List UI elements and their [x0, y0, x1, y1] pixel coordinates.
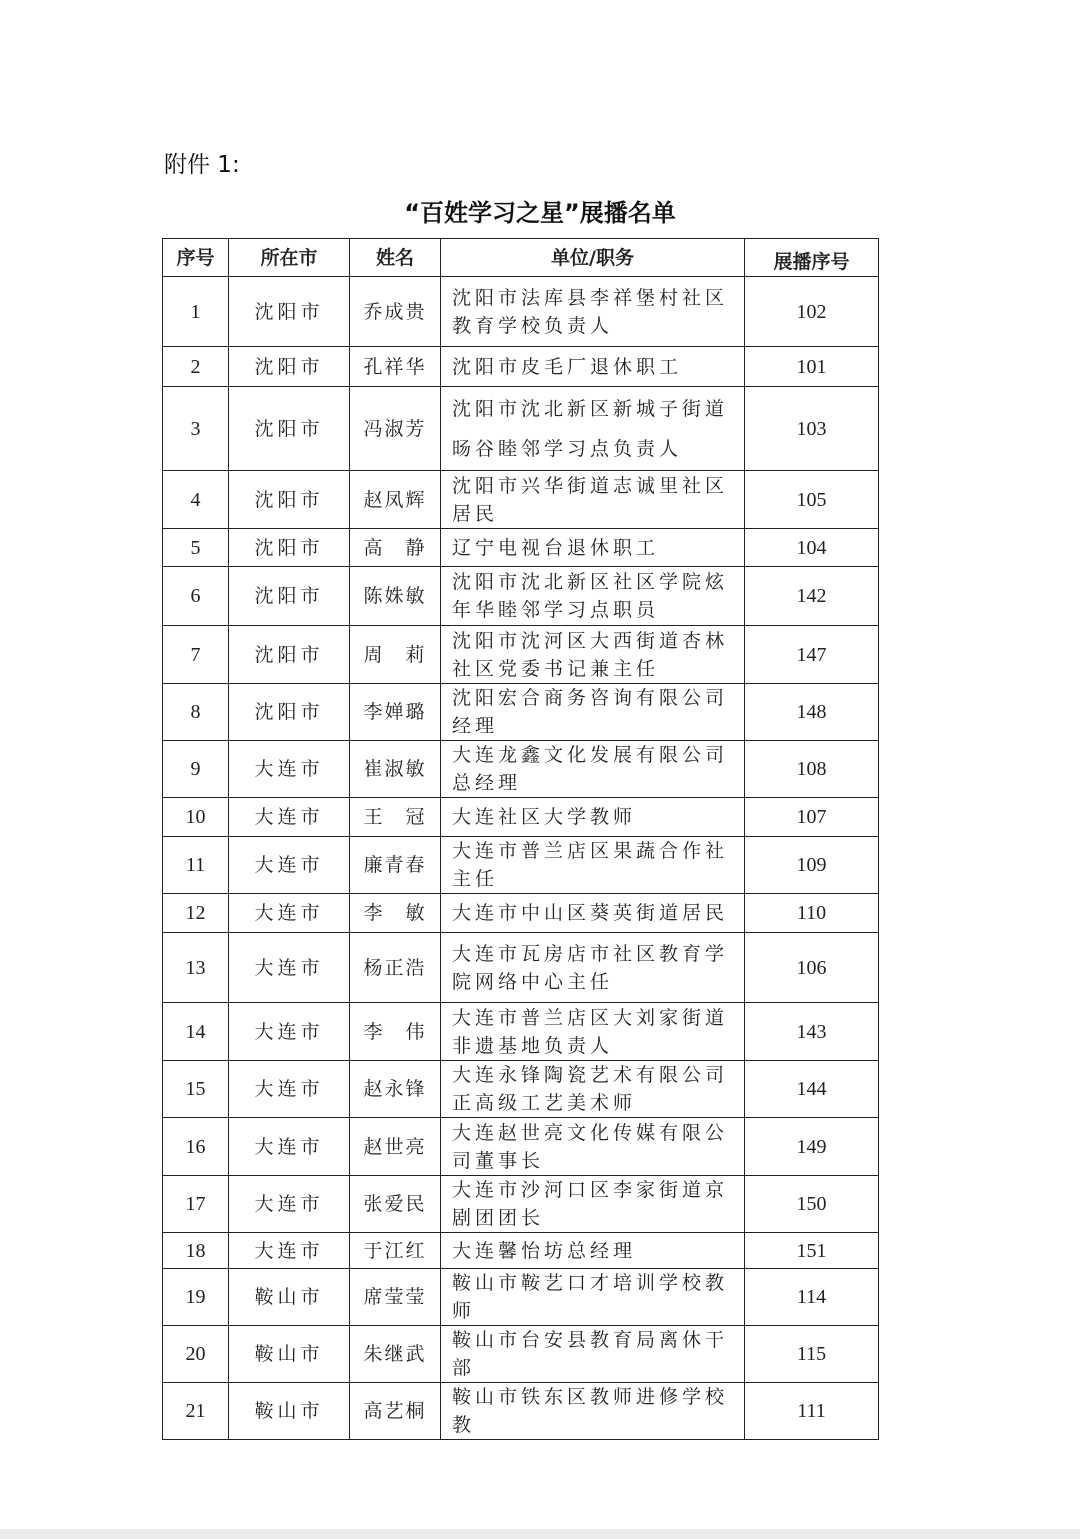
roster-table [162, 238, 879, 1440]
row-unit-position: 沈阳市沈北新区新城子街道旸谷睦邻学习点负责人 [441, 387, 745, 471]
row-broadcast-no: 105 [745, 471, 879, 529]
row-city: 沈阳市 [229, 387, 350, 471]
row-broadcast-no: 149 [745, 1118, 879, 1176]
table-row [163, 684, 879, 741]
row-name: 李 伟 [350, 1003, 441, 1061]
table-row [163, 1233, 879, 1269]
row-unit-position: 大连永锋陶瓷艺术有限公司正高级工艺美术师 [441, 1061, 745, 1118]
row-serial-no: 19 [163, 1269, 229, 1326]
row-name: 朱继武 [350, 1326, 441, 1383]
row-unit-position: 大连市中山区葵英街道居民 [441, 894, 745, 933]
row-unit-position: 大连市瓦房店市社区教育学院网络中心主任 [441, 933, 745, 1003]
row-broadcast-no: 104 [745, 529, 879, 567]
row-unit-position: 大连市普兰店区果蔬合作社主任 [441, 837, 745, 894]
row-name: 李 敏 [350, 894, 441, 933]
row-serial-no: 15 [163, 1061, 229, 1118]
row-broadcast-no: 115 [745, 1326, 879, 1383]
row-city: 大连市 [229, 1176, 350, 1233]
row-city: 沈阳市 [229, 471, 350, 529]
row-broadcast-no: 148 [745, 684, 879, 741]
row-broadcast-no: 144 [745, 1061, 879, 1118]
row-broadcast-no: 109 [745, 837, 879, 894]
table-row [163, 1118, 879, 1176]
row-serial-no: 2 [163, 347, 229, 387]
row-serial-no: 11 [163, 837, 229, 894]
row-unit-position: 鞍山市台安县教育局离休干部 [441, 1326, 745, 1383]
row-broadcast-no: 151 [745, 1233, 879, 1269]
row-broadcast-no: 143 [745, 1003, 879, 1061]
row-unit-position: 大连赵世亮文化传媒有限公司董事长 [441, 1118, 745, 1176]
row-name: 陈姝敏 [350, 567, 441, 626]
table-row [163, 277, 879, 347]
row-city: 大连市 [229, 894, 350, 933]
row-name: 赵世亮 [350, 1118, 441, 1176]
row-city: 大连市 [229, 1061, 350, 1118]
row-city: 大连市 [229, 798, 350, 837]
row-city: 大连市 [229, 933, 350, 1003]
row-broadcast-no: 107 [745, 798, 879, 837]
row-name: 王 冠 [350, 798, 441, 837]
header-city: 所在市 [229, 239, 350, 277]
row-city: 沈阳市 [229, 529, 350, 567]
row-broadcast-no: 147 [745, 626, 879, 684]
row-name: 高 静 [350, 529, 441, 567]
row-city: 鞍山市 [229, 1383, 350, 1440]
table-row [163, 894, 879, 933]
row-serial-no: 1 [163, 277, 229, 347]
row-name: 周 莉 [350, 626, 441, 684]
table-row [163, 1269, 879, 1326]
row-unit-position: 大连市沙河口区李家街道京剧团团长 [441, 1176, 745, 1233]
table-row [163, 529, 879, 567]
table-row [163, 1061, 879, 1118]
header-unit-position: 单位/职务 [441, 239, 745, 277]
row-name: 廉青春 [350, 837, 441, 894]
attachment-label: 附件 1: [164, 152, 240, 178]
table-row [163, 1326, 879, 1383]
row-city: 沈阳市 [229, 684, 350, 741]
row-name: 高艺桐 [350, 1383, 441, 1440]
table-row [163, 741, 879, 798]
header-serial-no: 序号 [163, 239, 229, 277]
row-serial-no: 20 [163, 1326, 229, 1383]
row-broadcast-no: 103 [745, 387, 879, 471]
row-unit-position: 沈阳市沈北新区社区学院炫年华睦邻学习点职员 [441, 567, 745, 626]
row-unit-position: 沈阳宏合商务咨询有限公司经理 [441, 684, 745, 741]
row-broadcast-no: 114 [745, 1269, 879, 1326]
row-name: 于江红 [350, 1233, 441, 1269]
row-unit-position: 沈阳市皮毛厂退休职工 [441, 347, 745, 387]
table-row [163, 387, 879, 471]
row-serial-no: 18 [163, 1233, 229, 1269]
row-name: 张爱民 [350, 1176, 441, 1233]
row-city: 沈阳市 [229, 347, 350, 387]
row-serial-no: 6 [163, 567, 229, 626]
row-unit-position: 大连市普兰店区大刘家街道非遗基地负责人 [441, 1003, 745, 1061]
row-name: 杨正浩 [350, 933, 441, 1003]
row-broadcast-no: 142 [745, 567, 879, 626]
row-serial-no: 13 [163, 933, 229, 1003]
row-broadcast-no: 150 [745, 1176, 879, 1233]
row-broadcast-no: 106 [745, 933, 879, 1003]
row-serial-no: 7 [163, 626, 229, 684]
table-row [163, 1383, 879, 1440]
header-broadcast-no: 展播序号 [745, 239, 879, 277]
table-row [163, 798, 879, 837]
row-name: 席莹莹 [350, 1269, 441, 1326]
row-serial-no: 10 [163, 798, 229, 837]
row-unit-position: 大连馨怡坊总经理 [441, 1233, 745, 1269]
table-header-row [163, 239, 879, 277]
table-row [163, 1003, 879, 1061]
row-broadcast-no: 111 [745, 1383, 879, 1440]
table-body [163, 277, 879, 1440]
row-city: 鞍山市 [229, 1326, 350, 1383]
row-city: 大连市 [229, 741, 350, 798]
row-serial-no: 4 [163, 471, 229, 529]
row-serial-no: 16 [163, 1118, 229, 1176]
row-unit-position: 沈阳市兴华街道志诚里社区居民 [441, 471, 745, 529]
row-serial-no: 9 [163, 741, 229, 798]
row-broadcast-no: 108 [745, 741, 879, 798]
row-city: 大连市 [229, 1233, 350, 1269]
row-unit-position: 沈阳市沈河区大西街道杏林社区党委书记兼主任 [441, 626, 745, 684]
row-name: 冯淑芳 [350, 387, 441, 471]
row-name: 孔祥华 [350, 347, 441, 387]
row-city: 沈阳市 [229, 626, 350, 684]
row-serial-no: 21 [163, 1383, 229, 1440]
row-serial-no: 8 [163, 684, 229, 741]
row-unit-position: 鞍山市铁东区教师进修学校教 [441, 1383, 745, 1440]
header-name: 姓名 [350, 239, 441, 277]
document-title: “百姓学习之星”展播名单 [404, 199, 676, 227]
row-city: 大连市 [229, 837, 350, 894]
row-city: 大连市 [229, 1118, 350, 1176]
row-unit-position: 大连龙鑫文化发展有限公司总经理 [441, 741, 745, 798]
row-broadcast-no: 101 [745, 347, 879, 387]
table-row [163, 933, 879, 1003]
row-unit-position: 鞍山市鞍艺口才培训学校教师 [441, 1269, 745, 1326]
table-row [163, 347, 879, 387]
row-name: 崔淑敏 [350, 741, 441, 798]
row-name: 赵凤辉 [350, 471, 441, 529]
row-name: 乔成贵 [350, 277, 441, 347]
table-row [163, 1176, 879, 1233]
row-serial-no: 17 [163, 1176, 229, 1233]
row-city: 大连市 [229, 1003, 350, 1061]
row-broadcast-no: 102 [745, 277, 879, 347]
row-name: 赵永锋 [350, 1061, 441, 1118]
row-broadcast-no: 110 [745, 894, 879, 933]
row-name: 李婵璐 [350, 684, 441, 741]
row-serial-no: 12 [163, 894, 229, 933]
row-unit-position: 辽宁电视台退休职工 [441, 529, 745, 567]
row-serial-no: 5 [163, 529, 229, 567]
row-unit-position: 沈阳市法库县李祥堡村社区教育学校负责人 [441, 277, 745, 347]
table-row [163, 471, 879, 529]
row-serial-no: 14 [163, 1003, 229, 1061]
row-serial-no: 3 [163, 387, 229, 471]
row-city: 沈阳市 [229, 277, 350, 347]
table-row [163, 837, 879, 894]
row-city: 沈阳市 [229, 567, 350, 626]
row-city: 鞍山市 [229, 1269, 350, 1326]
viewer-bottom-bar [0, 1529, 1080, 1539]
row-unit-position: 大连社区大学教师 [441, 798, 745, 837]
table-row [163, 626, 879, 684]
table-row [163, 567, 879, 626]
